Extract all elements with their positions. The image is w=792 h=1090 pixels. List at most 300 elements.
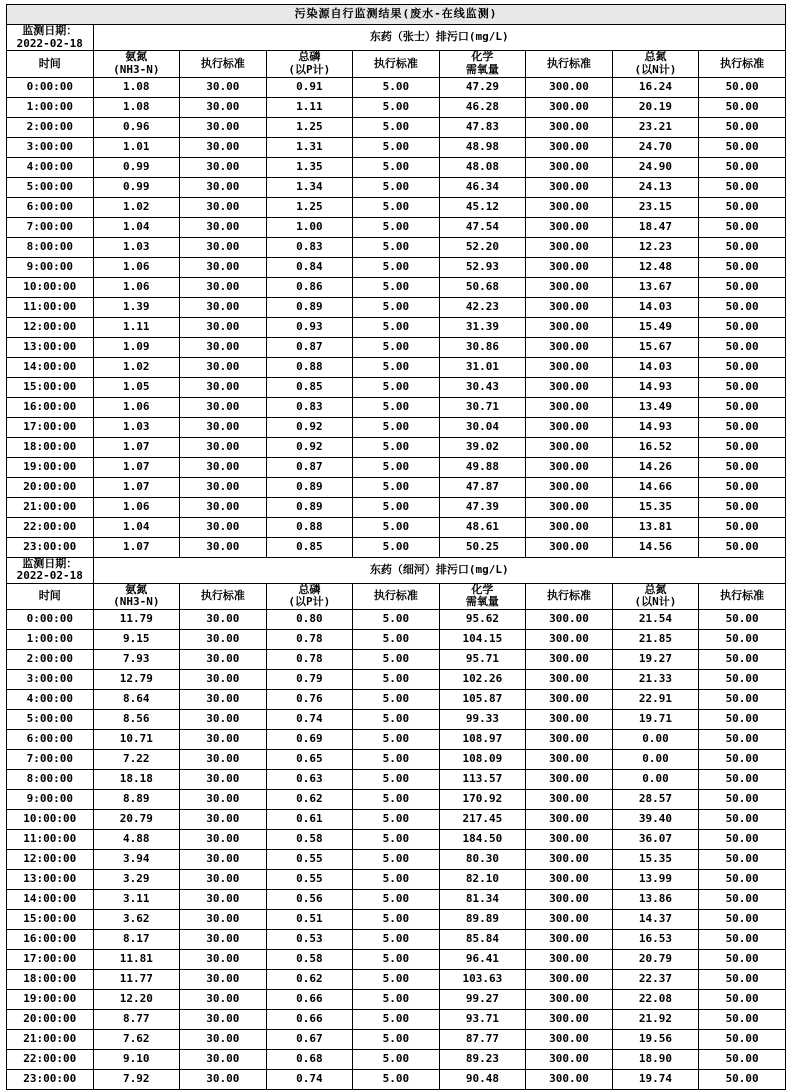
- cell-cod: 102.26: [439, 670, 526, 690]
- col-header-cod-line2: 需氧量: [465, 62, 499, 76]
- cell-nh3: 1.03: [93, 237, 180, 257]
- cell-cod_std: 300.00: [526, 257, 613, 277]
- cell-tp_std: 5.00: [353, 137, 440, 157]
- cell-tp: 0.89: [266, 477, 353, 497]
- cell-tn: 21.92: [612, 1010, 699, 1030]
- col-header-time: 时间: [7, 51, 94, 77]
- section-header-row: [7, 557, 786, 583]
- cell-tn_std: 50.00: [699, 457, 786, 477]
- cell-cod: 93.71: [439, 1010, 526, 1030]
- cell-cod_std: 300.00: [526, 870, 613, 890]
- cell-nh3_std: 30.00: [180, 810, 267, 830]
- cell-nh3_std: 30.00: [180, 890, 267, 910]
- cell-tn_std: 50.00: [699, 377, 786, 397]
- cell-nh3: 11.79: [93, 610, 180, 630]
- cell-time: 5:00:00: [7, 177, 94, 197]
- cell-nh3: 1.09: [93, 337, 180, 357]
- table-row: [7, 810, 786, 830]
- cell-tp: 0.58: [266, 830, 353, 850]
- cell-tp_std: 5.00: [353, 177, 440, 197]
- cell-cod: 99.33: [439, 710, 526, 730]
- cell-nh3_std: 30.00: [180, 990, 267, 1010]
- cell-nh3: 3.94: [93, 850, 180, 870]
- cell-nh3_std: 30.00: [180, 217, 267, 237]
- cell-nh3_std: 30.00: [180, 537, 267, 557]
- cell-tn_std: 50.00: [699, 810, 786, 830]
- cell-tn_std: 50.00: [699, 750, 786, 770]
- cell-tn: 15.49: [612, 317, 699, 337]
- cell-tn_std: 50.00: [699, 910, 786, 930]
- cell-nh3_std: 30.00: [180, 457, 267, 477]
- cell-tp_std: 5.00: [353, 910, 440, 930]
- cell-tp: 0.93: [266, 317, 353, 337]
- cell-time: 10:00:00: [7, 810, 94, 830]
- cell-tn_std: 50.00: [699, 517, 786, 537]
- cell-tn_std: 50.00: [699, 1070, 786, 1090]
- table-row: [7, 137, 786, 157]
- cell-cod: 95.62: [439, 610, 526, 630]
- cell-cod: 170.92: [439, 790, 526, 810]
- cell-cod_std: 300.00: [526, 1050, 613, 1070]
- cell-tp_std: 5.00: [353, 1030, 440, 1050]
- cell-tn: 20.79: [612, 950, 699, 970]
- cell-cod_std: 300.00: [526, 357, 613, 377]
- cell-tp: 1.25: [266, 197, 353, 217]
- cell-tn: 19.56: [612, 1030, 699, 1050]
- cell-cod_std: 300.00: [526, 730, 613, 750]
- cell-tp: 0.56: [266, 890, 353, 910]
- col-header-nh3-line2: (NH3-N): [113, 62, 160, 76]
- cell-tp_std: 5.00: [353, 77, 440, 97]
- cell-time: 16:00:00: [7, 397, 94, 417]
- cell-cod_std: 300.00: [526, 497, 613, 517]
- cell-nh3_std: 30.00: [180, 830, 267, 850]
- cell-tp_std: 5.00: [353, 157, 440, 177]
- cell-tp_std: 5.00: [353, 237, 440, 257]
- cell-nh3: 3.11: [93, 890, 180, 910]
- cell-tp_std: 5.00: [353, 1010, 440, 1030]
- cell-nh3_std: 30.00: [180, 1050, 267, 1070]
- cell-tp_std: 5.00: [353, 497, 440, 517]
- cell-tn: 19.74: [612, 1070, 699, 1090]
- cell-cod_std: 300.00: [526, 437, 613, 457]
- table-row: [7, 317, 786, 337]
- cell-tn_std: 50.00: [699, 277, 786, 297]
- cell-tn: 24.70: [612, 137, 699, 157]
- table-row: [7, 770, 786, 790]
- col-header-tp: [266, 583, 353, 609]
- cell-nh3: 18.18: [93, 770, 180, 790]
- cell-tn_std: 50.00: [699, 930, 786, 950]
- date-value: 2022-02-18: [16, 569, 83, 583]
- cell-tn: 13.81: [612, 517, 699, 537]
- col-header-tn-line2: (以N计): [634, 62, 677, 76]
- cell-cod: 89.23: [439, 1050, 526, 1070]
- cell-time: 6:00:00: [7, 730, 94, 750]
- cell-tp: 0.78: [266, 630, 353, 650]
- cell-cod: 49.88: [439, 457, 526, 477]
- cell-cod_std: 300.00: [526, 930, 613, 950]
- cell-cod: 30.43: [439, 377, 526, 397]
- cell-cod_std: 300.00: [526, 197, 613, 217]
- cell-nh3_std: 30.00: [180, 137, 267, 157]
- cell-nh3: 20.79: [93, 810, 180, 830]
- cell-time: 15:00:00: [7, 910, 94, 930]
- cell-tp: 0.84: [266, 257, 353, 277]
- cell-cod_std: 300.00: [526, 457, 613, 477]
- cell-cod: 52.20: [439, 237, 526, 257]
- cell-nh3_std: 30.00: [180, 337, 267, 357]
- cell-nh3: 0.96: [93, 117, 180, 137]
- cell-tn_std: 50.00: [699, 217, 786, 237]
- cell-tp_std: 5.00: [353, 770, 440, 790]
- cell-nh3_std: 30.00: [180, 950, 267, 970]
- cell-nh3_std: 30.00: [180, 497, 267, 517]
- cell-tn_std: 50.00: [699, 117, 786, 137]
- cell-tp_std: 5.00: [353, 337, 440, 357]
- cell-nh3_std: 30.00: [180, 790, 267, 810]
- cell-cod: 48.08: [439, 157, 526, 177]
- cell-cod: 217.45: [439, 810, 526, 830]
- cell-time: 17:00:00: [7, 950, 94, 970]
- col-header-cod-line1: 化学: [471, 50, 494, 64]
- table-row: [7, 870, 786, 890]
- cell-cod: 47.39: [439, 497, 526, 517]
- cell-cod_std: 300.00: [526, 397, 613, 417]
- cell-tn_std: 50.00: [699, 1010, 786, 1030]
- cell-tp: 1.25: [266, 117, 353, 137]
- col-header-tn: [612, 51, 699, 77]
- cell-nh3: 8.89: [93, 790, 180, 810]
- cell-nh3: 3.29: [93, 870, 180, 890]
- cell-time: 19:00:00: [7, 457, 94, 477]
- cell-nh3_std: 30.00: [180, 197, 267, 217]
- cell-tp: 0.83: [266, 237, 353, 257]
- col-header-cod: [439, 51, 526, 77]
- cell-tp: 0.74: [266, 710, 353, 730]
- cell-tn_std: 50.00: [699, 870, 786, 890]
- table-row: [7, 377, 786, 397]
- cell-cod: 87.77: [439, 1030, 526, 1050]
- cell-tp: 0.68: [266, 1050, 353, 1070]
- cell-cod: 48.98: [439, 137, 526, 157]
- table-row: [7, 970, 786, 990]
- table-row: [7, 1050, 786, 1070]
- table-row: [7, 910, 786, 930]
- cell-tp_std: 5.00: [353, 277, 440, 297]
- cell-time: 20:00:00: [7, 1010, 94, 1030]
- cell-nh3_std: 30.00: [180, 1070, 267, 1090]
- title-row: [7, 5, 786, 25]
- cell-tn_std: 50.00: [699, 77, 786, 97]
- cell-tp_std: 5.00: [353, 297, 440, 317]
- cell-cod: 89.89: [439, 910, 526, 930]
- cell-tn_std: 50.00: [699, 357, 786, 377]
- date-label: 监测日期：: [22, 556, 78, 570]
- cell-tp: 1.00: [266, 217, 353, 237]
- table-row: [7, 950, 786, 970]
- cell-cod: 48.61: [439, 517, 526, 537]
- cell-nh3_std: 30.00: [180, 930, 267, 950]
- cell-nh3: 0.99: [93, 157, 180, 177]
- cell-tn_std: 50.00: [699, 970, 786, 990]
- cell-cod_std: 300.00: [526, 610, 613, 630]
- cell-tp: 0.86: [266, 277, 353, 297]
- cell-nh3: 7.62: [93, 1030, 180, 1050]
- cell-cod_std: 300.00: [526, 297, 613, 317]
- cell-nh3_std: 30.00: [180, 117, 267, 137]
- cell-nh3_std: 30.00: [180, 317, 267, 337]
- table-row: [7, 497, 786, 517]
- cell-tp: 1.11: [266, 97, 353, 117]
- cell-tn: 24.13: [612, 177, 699, 197]
- col-header-tn-std: 执行标准: [699, 51, 786, 77]
- cell-tp: 0.91: [266, 77, 353, 97]
- cell-tn_std: 50.00: [699, 177, 786, 197]
- cell-time: 0:00:00: [7, 610, 94, 630]
- cell-cod: 103.63: [439, 970, 526, 990]
- cell-tp_std: 5.00: [353, 217, 440, 237]
- cell-time: 21:00:00: [7, 497, 94, 517]
- col-header-nh3-line2: (NH3-N): [113, 595, 160, 609]
- cell-time: 1:00:00: [7, 630, 94, 650]
- cell-time: 20:00:00: [7, 477, 94, 497]
- cell-tp_std: 5.00: [353, 670, 440, 690]
- cell-tp: 0.88: [266, 357, 353, 377]
- cell-cod: 31.01: [439, 357, 526, 377]
- cell-tp: 0.65: [266, 750, 353, 770]
- cell-cod_std: 300.00: [526, 337, 613, 357]
- cell-nh3: 9.10: [93, 1050, 180, 1070]
- cell-tn_std: 50.00: [699, 950, 786, 970]
- cell-nh3_std: 30.00: [180, 397, 267, 417]
- cell-nh3_std: 30.00: [180, 1030, 267, 1050]
- cell-nh3_std: 30.00: [180, 477, 267, 497]
- cell-tn: 21.54: [612, 610, 699, 630]
- cell-tn: 36.07: [612, 830, 699, 850]
- cell-cod_std: 300.00: [526, 810, 613, 830]
- cell-time: 18:00:00: [7, 970, 94, 990]
- cell-time: 3:00:00: [7, 137, 94, 157]
- col-header-nh3: [93, 583, 180, 609]
- cell-cod: 39.02: [439, 437, 526, 457]
- column-header-row: [7, 51, 786, 77]
- cell-tp_std: 5.00: [353, 357, 440, 377]
- column-header-row: [7, 583, 786, 609]
- cell-tp_std: 5.00: [353, 850, 440, 870]
- cell-cod_std: 300.00: [526, 217, 613, 237]
- table-row: [7, 930, 786, 950]
- cell-tn: 12.48: [612, 257, 699, 277]
- cell-time: 9:00:00: [7, 790, 94, 810]
- cell-tn: 14.03: [612, 297, 699, 317]
- cell-nh3: 1.08: [93, 97, 180, 117]
- table-row: [7, 417, 786, 437]
- cell-nh3_std: 30.00: [180, 177, 267, 197]
- cell-tp: 0.62: [266, 790, 353, 810]
- cell-tp: 0.87: [266, 337, 353, 357]
- col-header-tp-line1: 总磷: [298, 50, 321, 64]
- cell-tp: 0.69: [266, 730, 353, 750]
- cell-cod: 90.48: [439, 1070, 526, 1090]
- cell-nh3_std: 30.00: [180, 690, 267, 710]
- cell-nh3: 1.07: [93, 477, 180, 497]
- cell-cod: 82.10: [439, 870, 526, 890]
- cell-cod_std: 300.00: [526, 117, 613, 137]
- cell-tn_std: 50.00: [699, 710, 786, 730]
- cell-cod: 47.29: [439, 77, 526, 97]
- outlet-title: 东药（细河）排污口(mg/L): [93, 557, 785, 583]
- cell-nh3: 8.17: [93, 930, 180, 950]
- cell-cod_std: 300.00: [526, 1010, 613, 1030]
- cell-tp: 0.66: [266, 990, 353, 1010]
- cell-nh3: 7.22: [93, 750, 180, 770]
- cell-tp: 0.89: [266, 297, 353, 317]
- cell-cod_std: 300.00: [526, 630, 613, 650]
- table-row: [7, 990, 786, 1010]
- cell-tn_std: 50.00: [699, 690, 786, 710]
- cell-tn: 15.35: [612, 850, 699, 870]
- cell-nh3_std: 30.00: [180, 670, 267, 690]
- cell-nh3_std: 30.00: [180, 770, 267, 790]
- table-row: [7, 517, 786, 537]
- cell-time: 6:00:00: [7, 197, 94, 217]
- cell-nh3: 1.07: [93, 457, 180, 477]
- col-header-cod-line1: 化学: [471, 582, 494, 596]
- cell-nh3: 11.81: [93, 950, 180, 970]
- cell-cod_std: 300.00: [526, 830, 613, 850]
- table-row: [7, 117, 786, 137]
- cell-nh3_std: 30.00: [180, 297, 267, 317]
- cell-cod_std: 300.00: [526, 950, 613, 970]
- cell-cod_std: 300.00: [526, 1030, 613, 1050]
- cell-time: 5:00:00: [7, 710, 94, 730]
- cell-tn_std: 50.00: [699, 650, 786, 670]
- cell-cod_std: 300.00: [526, 277, 613, 297]
- cell-tn_std: 50.00: [699, 537, 786, 557]
- cell-time: 9:00:00: [7, 257, 94, 277]
- cell-nh3: 1.08: [93, 77, 180, 97]
- table-row: [7, 357, 786, 377]
- table-row: [7, 890, 786, 910]
- col-header-cod-std: 执行标准: [526, 51, 613, 77]
- cell-tp: 0.55: [266, 850, 353, 870]
- cell-cod: 30.86: [439, 337, 526, 357]
- cell-time: 8:00:00: [7, 770, 94, 790]
- cell-tn: 14.26: [612, 457, 699, 477]
- cell-tn: 18.47: [612, 217, 699, 237]
- cell-tp_std: 5.00: [353, 930, 440, 950]
- cell-nh3_std: 30.00: [180, 870, 267, 890]
- cell-nh3: 10.71: [93, 730, 180, 750]
- cell-tn_std: 50.00: [699, 610, 786, 630]
- cell-cod_std: 300.00: [526, 910, 613, 930]
- table-row: [7, 177, 786, 197]
- cell-nh3: 1.11: [93, 317, 180, 337]
- cell-tn: 15.67: [612, 337, 699, 357]
- cell-cod_std: 300.00: [526, 1070, 613, 1090]
- cell-tn: 16.24: [612, 77, 699, 97]
- cell-time: 22:00:00: [7, 517, 94, 537]
- cell-tn: 15.35: [612, 497, 699, 517]
- monitor-date-cell: [7, 25, 94, 51]
- cell-nh3_std: 30.00: [180, 417, 267, 437]
- cell-tn_std: 50.00: [699, 850, 786, 870]
- cell-cod_std: 300.00: [526, 137, 613, 157]
- table-row: [7, 397, 786, 417]
- cell-tn: 19.27: [612, 650, 699, 670]
- cell-time: 14:00:00: [7, 890, 94, 910]
- cell-nh3_std: 30.00: [180, 357, 267, 377]
- cell-time: 22:00:00: [7, 1050, 94, 1070]
- cell-nh3: 1.03: [93, 417, 180, 437]
- cell-time: 14:00:00: [7, 357, 94, 377]
- cell-cod: 80.30: [439, 850, 526, 870]
- cell-tn_std: 50.00: [699, 477, 786, 497]
- cell-tn_std: 50.00: [699, 890, 786, 910]
- cell-cod_std: 300.00: [526, 177, 613, 197]
- cell-tp: 1.34: [266, 177, 353, 197]
- cell-tp: 0.87: [266, 457, 353, 477]
- table-row: [7, 690, 786, 710]
- col-header-cod: [439, 583, 526, 609]
- cell-time: 12:00:00: [7, 850, 94, 870]
- cell-tp: 0.53: [266, 930, 353, 950]
- table-row: [7, 790, 786, 810]
- cell-cod_std: 300.00: [526, 770, 613, 790]
- table-row: [7, 237, 786, 257]
- cell-cod_std: 300.00: [526, 710, 613, 730]
- cell-tn: 13.49: [612, 397, 699, 417]
- table-row: [7, 277, 786, 297]
- cell-nh3: 11.77: [93, 970, 180, 990]
- cell-nh3_std: 30.00: [180, 157, 267, 177]
- cell-tn: 14.93: [612, 417, 699, 437]
- cell-nh3: 8.64: [93, 690, 180, 710]
- cell-nh3_std: 30.00: [180, 257, 267, 277]
- cell-nh3: 1.04: [93, 217, 180, 237]
- cell-nh3: 8.77: [93, 1010, 180, 1030]
- date-label: 监测日期：: [22, 24, 78, 37]
- cell-cod: 85.84: [439, 930, 526, 950]
- cell-tn: 21.33: [612, 670, 699, 690]
- table-row: [7, 730, 786, 750]
- cell-tp_std: 5.00: [353, 650, 440, 670]
- table-row: [7, 1030, 786, 1050]
- cell-tp_std: 5.00: [353, 1050, 440, 1070]
- cell-nh3: 1.06: [93, 257, 180, 277]
- cell-tp_std: 5.00: [353, 517, 440, 537]
- cell-nh3_std: 30.00: [180, 710, 267, 730]
- cell-tp: 0.85: [266, 377, 353, 397]
- cell-nh3_std: 30.00: [180, 97, 267, 117]
- cell-cod_std: 300.00: [526, 790, 613, 810]
- col-header-time: 时间: [7, 583, 94, 609]
- cell-tp_std: 5.00: [353, 890, 440, 910]
- col-header-tp-line2: (以P计): [288, 62, 331, 76]
- cell-cod: 31.39: [439, 317, 526, 337]
- table-row: [7, 537, 786, 557]
- cell-cod: 108.97: [439, 730, 526, 750]
- cell-time: 2:00:00: [7, 650, 94, 670]
- cell-nh3: 8.56: [93, 710, 180, 730]
- cell-cod_std: 300.00: [526, 97, 613, 117]
- col-header-tn-std: 执行标准: [699, 583, 786, 609]
- cell-tp: 0.78: [266, 650, 353, 670]
- cell-tn: 0.00: [612, 730, 699, 750]
- cell-tp_std: 5.00: [353, 417, 440, 437]
- cell-cod: 104.15: [439, 630, 526, 650]
